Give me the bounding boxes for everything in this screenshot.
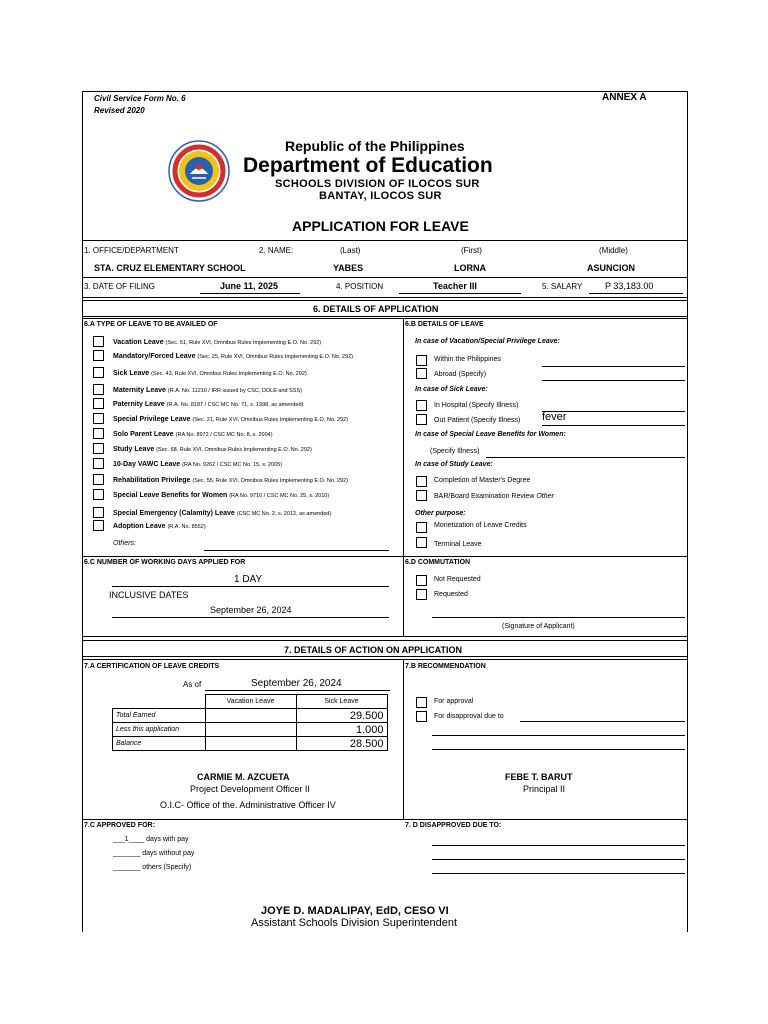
- last-name-value[interactable]: YABES: [333, 263, 364, 273]
- out-patient-checkbox[interactable]: [416, 414, 427, 425]
- section6-title: 6. DETAILS OF APPLICATION: [313, 304, 439, 314]
- leave-type-label: [113, 431, 273, 438]
- leave-type-name: Paternity Leave: [113, 401, 165, 408]
- leave-type-reference: (Sec. 43, Rule XVI, Omnibus Rules Implementing E.O. No. 292): [151, 371, 307, 377]
- deped-seal: [168, 140, 230, 202]
- row-label: Total Earned: [113, 709, 206, 723]
- form-title: APPLICATION FOR LEAVE: [292, 218, 469, 234]
- leave-type-reference: (Sec. 68, Rule XVI, Omnibus Rules Implementing E.O. No. 292): [156, 447, 312, 453]
- underline: [520, 721, 685, 722]
- for-disapproval-label: For disapproval due to: [434, 713, 504, 720]
- leave-type-label: [113, 523, 206, 530]
- leave-type-checkbox[interactable]: [93, 474, 104, 485]
- date-filing-label: 3. DATE OF FILING: [84, 282, 155, 291]
- divider: [82, 819, 687, 820]
- underline: [112, 586, 389, 587]
- office-value[interactable]: STA. CRUZ ELEMENTARY SCHOOL: [94, 263, 246, 273]
- section6b-title: 6.B DETAILS OF LEAVE: [405, 321, 484, 328]
- terminal-checkbox[interactable]: [416, 537, 427, 548]
- certifier-office: O.I.C- Office of the. Administrative Officer IV: [160, 800, 336, 810]
- division-heading: SCHOOLS DIVISION OF ILOCOS SUR: [275, 178, 480, 190]
- divider: [82, 656, 687, 657]
- underline: [486, 457, 685, 458]
- leave-type-checkbox[interactable]: [93, 443, 104, 454]
- recommender-name: FEBE T. BARUT: [505, 772, 573, 782]
- section7a-title: 7.A CERTIFICATION OF LEAVE CREDITS: [84, 663, 220, 670]
- sick-heading: In case of Sick Leave:: [415, 386, 488, 393]
- section6d-title: 6.D COMMUTATION: [405, 559, 471, 566]
- specify-illness-label: (Specify Illness): [430, 448, 480, 455]
- for-disapproval-checkbox[interactable]: [416, 711, 427, 722]
- requested-label: Requested: [434, 591, 468, 598]
- leave-type-reference: (R.A. No. 8552): [167, 524, 206, 530]
- underline: [432, 749, 685, 750]
- last-label: (Last): [340, 246, 361, 255]
- bar-board-other: Other: [536, 493, 554, 500]
- vacation-cell[interactable]: [205, 723, 296, 737]
- table-corner: [113, 695, 206, 709]
- illness-value[interactable]: fever: [542, 411, 567, 423]
- form-revised: Revised 2020: [94, 106, 145, 115]
- underline: [432, 859, 685, 860]
- vacation-heading: In case of Vacation/Special Privilege Leave:: [415, 338, 560, 345]
- others-underline[interactable]: [204, 550, 389, 551]
- underline: [200, 293, 300, 294]
- column-divider: [403, 318, 404, 636]
- leave-type-checkbox[interactable]: [93, 458, 104, 469]
- leave-type-label: [113, 339, 321, 346]
- leave-credits-table: [112, 694, 388, 751]
- bar-board-text: BAR/Board Examination Review: [434, 493, 535, 500]
- republic-heading: Republic of the Philippines: [285, 138, 465, 154]
- without-pay-line[interactable]: _______ days without pay: [113, 850, 195, 857]
- underline: [432, 735, 685, 736]
- underline: [542, 425, 685, 426]
- leave-type-label: [113, 446, 312, 453]
- leave-type-name: Special Privilege Leave: [113, 416, 191, 423]
- annex-label: ANNEX A: [602, 92, 647, 103]
- other-purpose-heading: Other purpose:: [415, 510, 466, 517]
- leave-type-reference: (R.A. No. 11210 / IRR issued by CSC, DOLE and SSS): [167, 388, 302, 394]
- leave-type-checkbox[interactable]: [93, 520, 104, 531]
- vacation-cell[interactable]: [205, 737, 296, 751]
- inclusive-label: INCLUSIVE DATES: [109, 590, 189, 600]
- underline: [542, 380, 685, 381]
- monetization-label: Monetization of Leave Credits: [434, 522, 527, 529]
- abroad-checkbox[interactable]: [416, 368, 427, 379]
- table-row: [113, 723, 388, 737]
- first-label: (First): [461, 246, 482, 255]
- divider: [82, 277, 687, 278]
- name-label: 2. NAME:: [259, 246, 294, 255]
- underline: [112, 617, 389, 618]
- signature-label: (Signature of Applicant): [502, 623, 575, 630]
- out-patient-label: Out Patient (Specify Illness): [434, 417, 521, 424]
- section7c-title: 7.C APPROVED FOR:: [84, 822, 155, 829]
- column-divider: [403, 659, 404, 819]
- col-vacation-header: Vacation Leave: [205, 695, 296, 709]
- leave-type-name: Special Emergency (Calamity) Leave: [113, 510, 235, 517]
- sick-cell[interactable]: 29.500: [296, 709, 387, 723]
- women-heading: In case of Special Leave Benefits for Women:: [415, 431, 566, 438]
- leave-type-reference: (RA No. 9262 / CSC MC No. 15, s. 2005): [182, 462, 283, 468]
- location-heading: BANTAY, ILOCOS SUR: [319, 190, 442, 202]
- leave-type-checkbox[interactable]: [93, 367, 104, 378]
- leave-type-name: Maternity Leave: [113, 387, 166, 394]
- department-heading: Department of Education: [243, 154, 493, 177]
- leave-type-name: Adoption Leave: [113, 523, 166, 530]
- days-value[interactable]: 1 DAY: [234, 574, 263, 585]
- leave-type-label: [113, 401, 303, 408]
- leave-type-reference: (RA No. 9710 / CSC MC No. 25, s. 2010): [229, 493, 330, 499]
- study-heading: In case of Study Leave:: [415, 461, 493, 468]
- divider: [82, 240, 687, 241]
- section7-title: 7. DETAILS OF ACTION ON APPLICATION: [284, 645, 463, 655]
- approver-title: Assistant Schools Division Superintendent: [251, 917, 458, 929]
- leave-type-reference: (CSC MC No. 2, s. 2012, as amended): [236, 511, 332, 517]
- leave-type-name: Sick Leave: [113, 370, 150, 377]
- sick-cell[interactable]: 28.500: [296, 737, 387, 751]
- certifier-name: CARMIE M. AZCUETA: [197, 772, 290, 782]
- within-ph-label: Within the Philippines: [434, 356, 501, 363]
- leave-type-checkbox[interactable]: [93, 384, 104, 395]
- inclusive-date-value[interactable]: September 26, 2024: [210, 605, 292, 615]
- leave-type-label: [113, 510, 331, 517]
- divider: [82, 556, 687, 557]
- leave-type-label: [113, 387, 302, 394]
- divider: [82, 297, 687, 298]
- within-ph-checkbox[interactable]: [416, 355, 427, 366]
- table-row: [113, 737, 388, 751]
- underline: [205, 690, 390, 691]
- requested-checkbox[interactable]: [416, 589, 427, 600]
- section6c-title: 6.C NUMBER OF WORKING DAYS APPLIED FOR: [84, 559, 246, 566]
- middle-name-value[interactable]: ASUNCION: [587, 263, 636, 273]
- leave-type-reference: (R.A. No. 8187 / CSC MC No. 71, s. 1998, as amended): [166, 402, 304, 408]
- others-specify-line[interactable]: _______ others (Specify): [113, 864, 192, 871]
- leave-type-label: [113, 353, 353, 360]
- seal-emblem-icon: [168, 140, 230, 202]
- monetization-checkbox[interactable]: [416, 522, 427, 533]
- leave-type-name: Study Leave: [113, 446, 155, 453]
- leave-type-label: [113, 477, 348, 484]
- leave-type-label: [113, 370, 307, 377]
- for-approval-label: For approval: [434, 698, 474, 705]
- as-of-date[interactable]: September 26, 2024: [251, 678, 342, 689]
- not-requested-label: Not Requested: [434, 576, 481, 583]
- divider: [82, 318, 687, 319]
- col-sick-header: Sick Leave: [296, 695, 387, 709]
- leave-type-reference: (Sec. 21, Rule XVI, Omnibus Rules Implementing E.O. No. 292): [192, 417, 348, 423]
- underline: [432, 845, 685, 846]
- leave-type-checkbox[interactable]: [93, 350, 104, 361]
- leave-type-name: Rehabilitation Privilege: [113, 477, 191, 484]
- leave-type-reference: (Sec. 51, Rule XVI, Omnibus Rules Implementing E.O. No. 292): [165, 340, 322, 346]
- underline: [542, 366, 685, 367]
- leave-type-name: 10-Day VAWC Leave: [113, 461, 181, 468]
- for-approval-checkbox[interactable]: [416, 697, 427, 708]
- divider: [82, 316, 687, 317]
- leave-type-checkbox[interactable]: [93, 489, 104, 500]
- leave-type-checkbox[interactable]: [93, 507, 104, 518]
- underline: [432, 873, 685, 874]
- masters-checkbox[interactable]: [416, 476, 427, 487]
- leave-type-name: Mandatory/Forced Leave: [113, 353, 196, 360]
- position-value[interactable]: Teacher III: [433, 281, 477, 291]
- leave-type-checkbox[interactable]: [93, 413, 104, 424]
- position-label: 4. POSITION: [336, 282, 384, 291]
- others-label: Others:: [113, 540, 136, 547]
- leave-type-label: [113, 461, 282, 468]
- masters-label: Completion of Master's Degree: [434, 477, 531, 484]
- leave-type-label: [113, 416, 348, 423]
- leave-type-name: Vacation Leave: [113, 339, 164, 346]
- leave-type-checkbox[interactable]: [93, 336, 104, 347]
- underline: [589, 293, 683, 294]
- section6a-title: 6.A TYPE OF LEAVE TO BE AVAILED OF: [84, 321, 218, 328]
- divider: [82, 640, 687, 641]
- leave-type-checkbox[interactable]: [93, 398, 104, 409]
- leave-type-name: Solo Parent Leave: [113, 431, 174, 438]
- divider: [82, 636, 687, 637]
- leave-type-reference: (Sec. 55, Rule XVI, Omnibus Rules Implementing E.O. No. 292): [192, 478, 348, 484]
- table-row: [113, 709, 388, 723]
- row-label: Less this application: [113, 723, 206, 737]
- section7b-title: 7.B RECOMMENDATION: [405, 663, 486, 670]
- table-header-row: [113, 695, 388, 709]
- leave-type-checkbox[interactable]: [93, 428, 104, 439]
- leave-type-reference: (Sec. 25, Rule XVI, Omnibus Rules Implementing E.O. No. 292): [197, 354, 354, 360]
- bar-board-checkbox[interactable]: [416, 490, 427, 501]
- as-of-label: As of: [183, 680, 202, 689]
- divider: [82, 300, 687, 301]
- first-name-value[interactable]: LORNA: [454, 263, 486, 273]
- in-hospital-label: In Hospital (Specify Illness): [434, 402, 519, 409]
- certifier-title: Project Development Officer II: [190, 784, 310, 794]
- office-label: 1. OFFICE/DEPARTMENT: [84, 246, 179, 255]
- leave-type-name: Special Leave Benefits for Women: [113, 492, 228, 499]
- salary-value[interactable]: P 33,183.00: [605, 281, 654, 291]
- approver-name: JOYE D. MADALIPAY, EdD, CESO VI: [261, 905, 449, 917]
- middle-label: (Middle): [599, 246, 628, 255]
- signature-line[interactable]: [432, 617, 685, 618]
- section7d-title: 7. D DISAPPROVED DUE TO:: [405, 822, 502, 829]
- in-hospital-checkbox[interactable]: [416, 400, 427, 411]
- leave-type-label: [113, 492, 329, 499]
- recommender-title: Principal II: [523, 784, 566, 794]
- terminal-label: Terminal Leave: [434, 541, 482, 548]
- leave-type-reference: (RA No. 8972 / CSC MC No. 8, s. 2004): [175, 432, 273, 438]
- not-requested-checkbox[interactable]: [416, 575, 427, 586]
- underline: [399, 293, 521, 294]
- with-pay-line[interactable]: ___1____ days with pay: [113, 836, 189, 843]
- sick-cell[interactable]: 1.000: [296, 723, 387, 737]
- salary-label: 5. SALARY: [542, 282, 583, 291]
- bar-board-label: [434, 493, 554, 500]
- form-number: Civil Service Form No. 6: [94, 94, 186, 103]
- date-filing-value[interactable]: June 11, 2025: [220, 281, 279, 291]
- vacation-cell[interactable]: [205, 709, 296, 723]
- divider: [82, 659, 687, 660]
- row-label: Balance: [113, 737, 206, 751]
- abroad-label: Abroad (Specify): [434, 371, 487, 378]
